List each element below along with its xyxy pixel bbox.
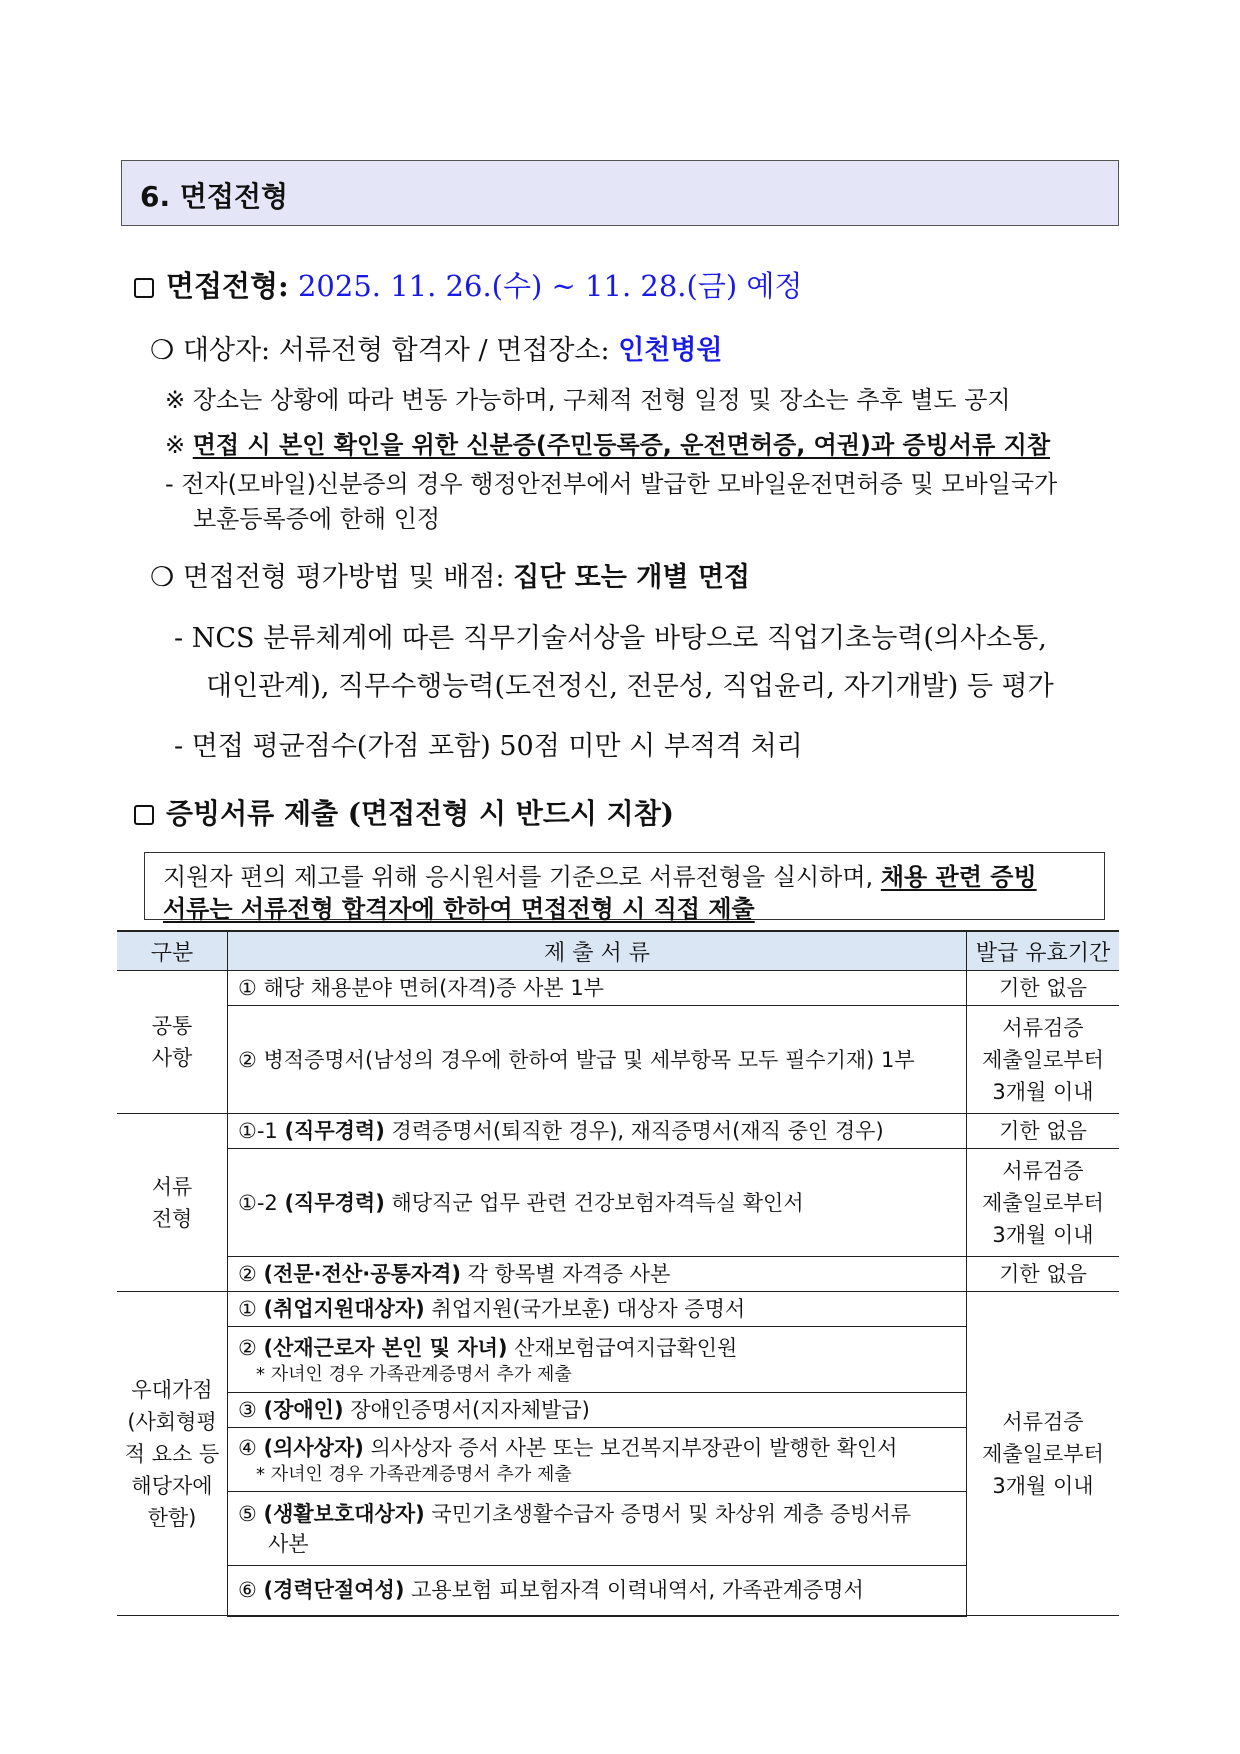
table-row <box>117 1006 1119 1114</box>
section-title-box <box>121 160 1119 226</box>
header-category: 구분 <box>117 931 228 971</box>
notice-bold-2: 서류는 서류전형 합격자에 한하여 면접전형 시 직접 제출 <box>163 895 755 923</box>
notice-plain: 지원자 편의 제고를 위해 응시원서를 기준으로 서류전형을 실시하며, <box>163 863 874 891</box>
interview-date: 2025. 11. 26.(수) ~ 11. 28.(금) 예정 <box>297 269 803 303</box>
docs-heading-text: 증빙서류 제출 (면접전형 시 반드시 지참) <box>166 797 675 830</box>
document-cell: ①-2 (직무경력) 해당직군 업무 관련 건강보험자격득실 확인서 <box>228 1149 967 1257</box>
note-location: ※ 장소는 상황에 따라 변동 가능하며, 구체적 전형 일정 및 장소는 추후 별도 공지 <box>165 386 1011 414</box>
document-cell: ⑥ (경력단절여성) 고용보험 피보험자격 이력내역서, 가족관계증명서 <box>228 1566 967 1616</box>
checkbox-icon <box>134 805 154 825</box>
notice-bold-1: 채용 관련 증빙 <box>880 863 1037 891</box>
table-row <box>117 1292 1119 1327</box>
method-desc-1a: - NCS 분류체계에 따른 직무기술서상을 바탕으로 직업기초능력(의사소통, <box>174 623 1047 654</box>
sub-note: * 자녀인 경우 가족관계증명서 추가 제출 <box>256 1363 572 1385</box>
method-desc-2: - 면접 평균점수(가점 포함) 50점 미만 시 부적격 처리 <box>174 731 803 762</box>
header-documents: 제 출 서 류 <box>228 931 967 971</box>
note-mark: ※ <box>165 431 186 459</box>
circle-bullet-icon: ❍ <box>150 562 175 593</box>
method-label: 면접전형 평가방법 및 배점: <box>182 562 505 593</box>
validity-cell: 기한 없음 <box>967 1257 1120 1292</box>
category-preference: 우대가점 (사회형평 적 요소 등 해당자에 한함) <box>117 1292 228 1616</box>
target-line <box>150 328 723 367</box>
notice-line-1 <box>163 857 1037 892</box>
validity-cell: 기한 없음 <box>967 1114 1120 1149</box>
sub-note: * 자녀인 경우 가족관계증명서 추가 제출 <box>256 1463 572 1485</box>
checkbox-icon <box>134 278 154 298</box>
validity-cell: 서류검증 제출일로부터 3개월 이내 <box>967 1149 1120 1257</box>
header-validity: 발급 유효기간 <box>967 931 1120 971</box>
docs-heading <box>134 792 674 832</box>
note-id-text: 면접 시 본인 확인을 위한 신분증(주민등록증, 운전면허증, 여권)과 증빙서류 지참 <box>192 431 1051 459</box>
note-id-required <box>165 425 1050 460</box>
document-cell: ② 병적증명서(남성의 경우에 한하여 발급 및 세부항목 모두 필수기재) 1부 <box>228 1006 967 1114</box>
circle-bullet-icon: ❍ <box>150 335 175 366</box>
docs-table <box>117 930 1119 1617</box>
docs-notice-box <box>144 852 1105 923</box>
validity-cell: 서류검증 제출일로부터 3개월 이내 <box>967 1292 1120 1616</box>
target-label: 대상자: 서류전형 합격자 / 면접장소: <box>182 335 610 366</box>
method-line <box>150 555 750 594</box>
document-cell: ③ (장애인) 장애인증명서(지자체발급) <box>228 1393 967 1428</box>
table-row <box>117 971 1119 1006</box>
note-mobile-id-2: 보훈등록증에 한해 인정 <box>193 505 441 533</box>
document-cell: ⑤ (생활보호대상자) 국민기초생활수급자 증명서 및 차상위 계층 증빙서류 사본 <box>228 1492 967 1566</box>
table-row <box>117 1149 1119 1257</box>
table-row <box>117 1114 1119 1149</box>
document-cell: ② (산재근로자 본인 및 자녀) 산재보험급여지급확인원 * 자녀인 경우 가족관계증명서 추가 제출 <box>228 1327 967 1393</box>
document-cell: ① 해당 채용분야 면허(자격)증 사본 1부 <box>228 971 967 1006</box>
category-document-screening: 서류 전형 <box>117 1114 228 1292</box>
interview-heading-label: 면접전형: <box>166 269 289 303</box>
category-common: 공통 사항 <box>117 971 228 1114</box>
method-value: 집단 또는 개별 면접 <box>513 562 751 593</box>
validity-cell: 서류검증 제출일로부터 3개월 이내 <box>967 1006 1120 1114</box>
interview-place: 인천병원 <box>618 335 723 366</box>
document-cell: ④ (의사상자) 의사상자 증서 사본 또는 보건복지부장관이 발행한 확인서 * 자녀인 경우 가족관계증명서 추가 제출 <box>228 1428 967 1492</box>
section-title: 6. 면접전형 <box>140 180 289 213</box>
document-cell: ② (전문·전산·공통자격) 각 항목별 자격증 사본 <box>228 1257 967 1292</box>
table-header-row <box>117 931 1119 971</box>
table-row <box>117 1257 1119 1292</box>
document-cell: ①-1 (직무경력) 경력증명서(퇴직한 경우), 재직증명서(재직 중인 경우) <box>228 1114 967 1149</box>
method-desc-1b: 대인관계), 직무수행능력(도전정신, 전문성, 직업윤리, 자기개발) 등 평가 <box>206 671 1054 702</box>
validity-cell: 기한 없음 <box>967 971 1120 1006</box>
note-mobile-id-1: - 전자(모바일)신분증의 경우 행정안전부에서 발급한 모바일운전면허증 및 모바일국가 <box>165 470 1058 498</box>
document-cell: ① (취업지원대상자) 취업지원(국가보훈) 대상자 증명서 <box>228 1292 967 1327</box>
interview-heading <box>134 264 802 305</box>
